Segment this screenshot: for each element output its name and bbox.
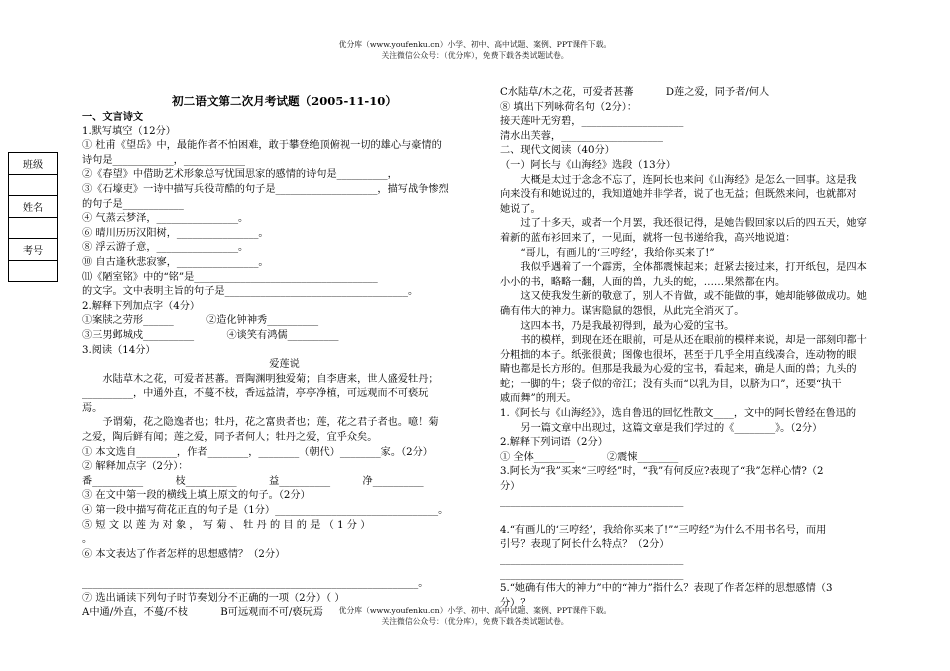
passage-line: 她说了。 — [500, 203, 541, 215]
passage-title: 爱莲说 — [269, 359, 300, 371]
name-label-cell: 姓名 — [9, 196, 58, 218]
question-line: 4.“有画儿的‘三哼经’，我给你买来了!”“三哼经”为什么不用书名号，而用 — [500, 524, 827, 536]
question-line — [82, 562, 487, 577]
question-line: ④ 第一段中描写荷花正直的句子是（1分）________________________________。 — [82, 505, 449, 517]
question-line: 分）？ — [500, 597, 531, 609]
header-line-1: 优分库（www.youfenku.cn）小学、初中、高中试题、案例、PPT课件下载。 — [338, 40, 612, 49]
passage-line: 确有伟大的神力。谋害隐鼠的怨恨，从此完全消灭了。 — [500, 305, 745, 317]
question-line: 。 — [82, 534, 93, 546]
question-line: 3.阅读（14分） — [82, 344, 156, 356]
subsection-heading: （一）阿长与《山海经》选段（13分） — [500, 159, 676, 171]
question-line: 清水出芙蓉，____________________ — [500, 130, 663, 142]
question-line: ①案牍之劳形______ ②造化钟神秀__________ — [82, 315, 319, 327]
question-line: ① 杜甫《望岳》中，最能作者不怕困难，敢于攀登绝顶俯视一切的雄心与豪情的 — [82, 140, 442, 152]
passage-line: 这又使我发生新的敬意了，别人不肯做，或不能做的事，她却能够做成功。她 — [520, 291, 867, 303]
question-line: ③ 在文中第一段的横线上填上原文的句子。（2分） — [82, 490, 311, 502]
footer-line-2: 关注微信公众号：（优分库），免费下载各类试题试卷。 — [381, 617, 569, 626]
passage-line: 之爱，陶后鲜有闻；莲之爱，同予者何人；牡丹之爱，宜乎众矣。 — [82, 432, 378, 444]
passage-line: 大概是太过于念念不忘了，连阿长也来问《山海经》是怎么一回事。这是我 — [520, 174, 857, 186]
passage-line: 我似乎遇着了一个霹雳，全体都震悚起来；赶紧去接过来，打开纸包，是四本 — [520, 262, 867, 274]
question-line: ② 解释加点字（2分）： — [82, 461, 189, 473]
answer-line: ____________________________________ — [500, 554, 684, 565]
passage-line: 蛇；一脚的牛；袋子似的帝江；没有头而“以乳为目，以脐为口”，还要“执干 — [500, 378, 842, 390]
question-line: 引号？表现了阿长什么特点？（2分） — [500, 539, 670, 551]
question-line: ① 全体________ ②震悚________ — [500, 451, 679, 463]
passage-line: 书的模样，到现在还在眼前，可是从还在眼前的模样来说，却是一部刻印都十 — [520, 335, 867, 347]
question-line: 分） — [500, 481, 521, 493]
passage-line: “哥儿，有画儿的‘三哼经’，我给你买来了!” — [520, 247, 715, 259]
question-line: ⑥ 晴川历历汉阳树，________________。 — [82, 227, 269, 239]
question-line: 2.解释下列词语（2分） — [500, 437, 608, 449]
footer-line-1: 优分库（www.youfenku.cn）小学、初中、高中试题、案例、PPT课件下载。 — [338, 606, 612, 615]
question-line: 1.《阿长与《山海经》》，选自鲁迅的回忆性散文____，文中的阿长曾经在鲁迅的 — [500, 408, 857, 420]
passage-line: 小小的书，略略一翻，人面的兽，九头的蛇，……果然都在内。 — [500, 276, 786, 288]
name-input-cell[interactable] — [9, 217, 58, 239]
question-line: ⑩ 自古逢秋悲寂寥，________________。 — [82, 256, 269, 268]
passage-line: 戚而舞”的刑天。 — [500, 393, 577, 405]
question-line: ⑧ 浮云游子意，________________。 — [82, 242, 249, 254]
question-line: ⑤ 短 文 以 莲 为 对 象 ， 写 菊 、 牡 丹 的 目 的 是 （ 1 分 ） — [82, 519, 371, 531]
exam-title: 初二语文第二次月考试题（2005-11-10） — [172, 94, 397, 108]
page-header — [0, 39, 950, 61]
question-line: 的句子是____________ — [82, 198, 184, 210]
answer-line: ____________________________________ — [500, 568, 684, 580]
question-line: 番__________ 枝__________ 益__________ 净__________ — [82, 475, 424, 487]
passage-line: 这四本书，乃是我最初得到，最为心爱的宝书。 — [520, 320, 735, 332]
passage-line: 向来没有和她说过的，我知道她并非学者，说了也无益；但既然来问，也就都对 — [500, 189, 857, 201]
id-input-cell[interactable] — [9, 260, 58, 282]
spacer-line — [500, 509, 920, 524]
question-line: 接天莲叶无穷碧，____________________ — [500, 116, 684, 128]
header-line-2: 关注微信公众号：（优分库），免费下载各类试题试卷。 — [381, 51, 569, 60]
question-line: ⑧ 填出下列咏荷名句（2分）： — [500, 101, 638, 113]
question-line: C水陆草/木之花，可爱者甚蕃 D莲之爱，同予者/何人 — [500, 87, 770, 98]
id-label-cell: 考号 — [9, 239, 58, 261]
question-line: ⑾《陋室铭》中的“铭”是____________________________________ — [82, 271, 378, 283]
passage-line: 着新的蓝布衫回来了，一见面，就将一包书递给我，高兴地说道： — [500, 232, 796, 244]
question-line: 另一篇文章中出现过，这篇文章是我们学过的《________》。（2分） — [520, 422, 823, 434]
passage-line: 过了十多天，或者一个月罢，我还很记得，是她告假回家以后的四五天，她穿 — [520, 218, 867, 230]
question-line: 5.“她确有伟大的神力”中的“神力”指什么？表现了作者怎样的思想感情（3 — [500, 583, 833, 595]
question-line: 1.默写填空（12分） — [82, 125, 176, 137]
passage-line: 分粗拙的本子。纸张很黄；图像也很坏，甚至于几乎全用直线凑合，连动物的眼 — [500, 349, 857, 361]
student-info-table — [8, 152, 58, 282]
class-input-cell[interactable] — [9, 174, 58, 196]
passage-line: 焉。 — [82, 402, 103, 414]
passage-line: 睛也都是长方形的。但那是我最为心爱的宝书，看起来，确是人面的兽；九头的 — [500, 364, 857, 376]
question-line: ⑦ 选出诵读下列句子时节奏划分不正确的一项（2分）（ ） — [82, 592, 345, 604]
question-line: ④ 气蒸云梦泽，________________。 — [82, 213, 249, 225]
question-line: ③《石壕吏》一诗中描写兵役苛酷的句子是____________________，描写战争惨烈 — [82, 183, 449, 195]
passage-line: 水陆草木之花，可爱者甚蕃。晋陶渊明独爱菊；自李唐来，世人盛爱牡丹； — [102, 373, 439, 385]
question-line: ① 本文选自________，作者________，________（朝代）________家。（2分） — [82, 446, 433, 458]
question-line: A中通/外直，不蔓/不枝 B可远观而不可/亵玩焉 — [82, 607, 323, 619]
question-line: ③三男邺城戍__________ ④谈笑有鸿儒__________ — [82, 329, 339, 341]
answer-line: __________________________________________________________________。 — [82, 578, 429, 589]
question-line: 2.解释下列加点字（4分） — [82, 300, 201, 312]
answer-line: ____________________________________ — [500, 495, 684, 507]
question-line: ⑥ 本文表达了作者怎样的思想感情？（2分） — [82, 548, 286, 560]
class-label-cell: 班级 — [9, 153, 58, 175]
right-column — [500, 86, 920, 611]
question-line: 的文字。文中表明主旨的句子是____________________________________。 — [82, 286, 419, 298]
question-line: 诗句是____________，____________ — [82, 154, 245, 166]
question-line: ②《春望》中借助艺术形象总写忧国思家的感情的诗句是__________， — [82, 169, 398, 181]
section-heading: 二、现代文阅读（40分） — [500, 145, 615, 157]
page-footer — [0, 605, 950, 627]
question-line: 3.阿长为“我”买来“三哼经”时，“我”有何反应?表现了“我”怎样心情?（2 — [500, 466, 824, 478]
passage-line: __________，中通外直，不蔓不枝，香远益清，亭亭净植，可远观而不可亵玩 — [82, 388, 429, 400]
section-heading: 一、文言诗文 — [82, 111, 144, 123]
passage-line: 予谓菊，花之隐逸者也；牡丹，花之富贵者也；莲，花之君子者也。噫！菊 — [102, 417, 439, 429]
left-column — [82, 92, 487, 621]
